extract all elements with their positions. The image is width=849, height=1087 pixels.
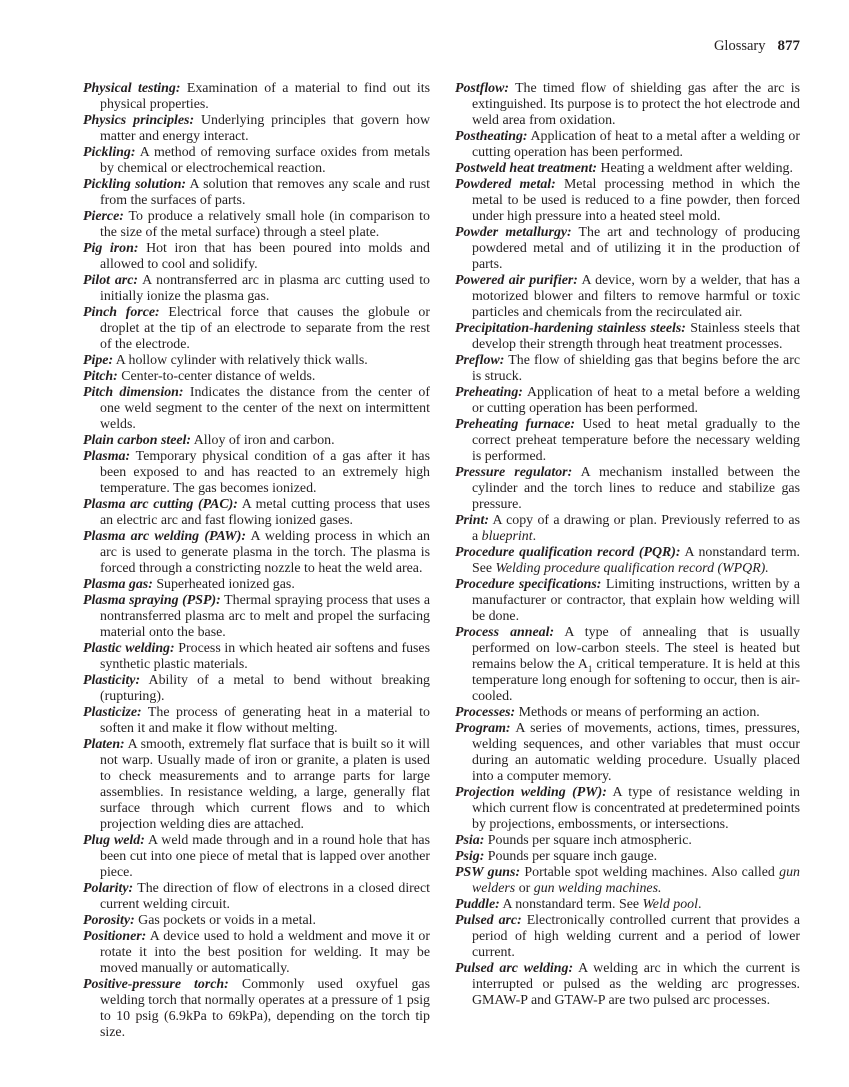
glossary-term: Plasticize: [83,705,142,720]
glossary-definition: The process of generating heat in a material to soften it and make it flow without melting. [100,705,430,736]
cross-reference: gun welding machines. [533,881,662,896]
cross-reference: gun welders [472,865,800,896]
glossary-entry [455,353,800,385]
glossary-definition: Heating a weldment after welding. [597,161,793,176]
glossary-entry [455,577,800,625]
glossary-entry [83,145,430,177]
glossary-entry [455,81,800,129]
glossary-entry [83,577,430,593]
glossary-entry [455,785,800,833]
glossary-definition: Pounds per square inch gauge. [484,849,658,864]
glossary-term: Process anneal: [455,625,555,640]
cross-reference: Welding procedure qualification record (WPQR). [495,561,769,576]
glossary-definition: A nonstandard term. See [472,545,800,576]
glossary-definition: Hot iron that has been poured into molds and allowed to cool and solidify. [100,241,430,272]
glossary-definition: A smooth, extremely flat surface that is built so it will not warp. Usually made of iron or granite, a platen is used to check measurements and to arrange parts for large assemblies. In resistance welding, a large, generally flat surface through which current flows and to which projection welding dies are attached. [100,737,430,832]
glossary-definition: To produce a relatively small hole (in comparison to the size of the metal surface) through a steel plate. [100,209,430,240]
glossary-definition: A series of movements, actions, times, pressures, welding sequences, and other variables that must occur during an automatic welding procedure. Usually placed into a computer memory. [472,721,800,784]
glossary-definition: Stainless steels that develop their strength through heat treatment processes. [472,321,800,352]
glossary-term: Procedure qualification record (PQR): [455,545,681,560]
glossary-definition: The art and technology of producing powdered metal and of utilizing it in the production of parts. [472,225,800,272]
glossary-entry [455,177,800,225]
glossary-definition: The flow of shielding gas that begins before the arc is struck. [472,353,800,384]
glossary-definition: Gas pockets or voids in a metal. [134,913,317,928]
glossary-entry [455,161,800,177]
glossary-definition: or [515,881,534,896]
glossary-entry [455,417,800,465]
glossary-entry [455,705,800,721]
glossary-entry [83,433,430,449]
glossary-definition: A metal cutting process that uses an electric arc and fast flowing ionized gases. [100,497,430,528]
glossary-term: Plasticity: [83,673,141,688]
glossary-entry [83,369,430,385]
glossary-entry [455,849,800,865]
glossary-entry [83,177,430,209]
glossary-definition: Electronically controlled current that provides a period of high welding current and a period of lower current. [472,913,800,960]
glossary-entry [83,81,430,113]
glossary-entry [455,833,800,849]
glossary-definition: A type of annealing that is usually performed on low-carbon steels. The steel is heated but remains below the A [472,625,800,672]
glossary-entry [83,881,430,913]
glossary-entry [83,209,430,241]
glossary-term: Psig: [455,849,485,864]
glossary-definition: Examination of a material to find out its physical properties. [100,81,430,112]
glossary-definition: The timed flow of shielding gas after the arc is extinguished. Its purpose is to protect the hot electrode and weld area from oxidation. [472,81,800,128]
glossary-entry [83,449,430,497]
glossary-term: Puddle: [455,897,500,912]
glossary-definition: Methods or means of performing an action. [515,705,760,720]
glossary-entry [455,961,800,1009]
glossary-term: Plain carbon steel: [83,433,192,448]
glossary-entry [455,625,800,705]
glossary-term: Print: [455,513,489,528]
left-column [83,81,430,1041]
glossary-definition: . [697,897,702,912]
glossary-entry [83,977,430,1041]
glossary-term: Preheating furnace: [455,417,576,432]
glossary-entry [455,545,800,577]
glossary-term: Physical testing: [83,81,181,96]
section-title: Glossary [713,38,766,54]
glossary-definition: Application of heat to a metal after a welding or cutting operation has been performed. [472,129,800,160]
glossary-entry [455,321,800,353]
glossary-definition: Commonly used oxyfuel gas welding torch that normally operates at a pressure of 1 psig to 10 psig (6.9kPa to 69kPa), depending on the torch tip size. [100,977,430,1040]
glossary-term: PSW guns: [455,865,521,880]
glossary-entry [455,913,800,961]
glossary-term: Positioner: [83,929,147,944]
glossary-entry [83,641,430,673]
glossary-definition: Superheated ionized gas. [152,577,295,592]
glossary-definition: A mechanism installed between the cylinder and the torch lines to reduce and stabilize gas pressure. [472,465,800,512]
glossary-term: Preflow: [455,353,505,368]
glossary-definition: Indicates the distance from the center of one weld segment to the center of the next on intermittent welds. [100,385,430,432]
glossary-term: Powdered metal: [455,177,556,192]
glossary-definition: Portable spot welding machines. Also called [520,865,780,880]
glossary-term: Pressure regulator: [455,465,573,480]
glossary-term: Postweld heat treatment: [455,161,597,176]
glossary-entry [83,385,430,433]
glossary-definition: Thermal spraying process that uses a nontransferred plasma arc to melt and propel the surfacing material onto the base. [100,593,430,640]
glossary-entry [83,113,430,145]
glossary-term: Pulsed arc: [455,913,522,928]
glossary-entry [83,593,430,641]
glossary-term: Processes: [455,705,516,720]
glossary-entry [455,129,800,161]
glossary-entry [455,385,800,417]
glossary-definition: The direction of flow of electrons in a closed direct current welding circuit. [100,881,430,912]
glossary-definition: A type of resistance welding in which current flow is concentrated at predetermined points by projections, embossments, or intersections. [472,785,800,832]
glossary-definition: A nontransferred arc in plasma arc cutting used to initially ionize the plasma gas. [100,273,430,304]
glossary-term: Postflow: [455,81,510,96]
glossary-term: Plastic welding: [83,641,175,656]
glossary-definition: Limiting instructions, written by a manufacturer or contractor, that explain how welding will be done. [472,577,800,624]
glossary-term: Powder metallurgy: [455,225,572,240]
glossary-definition: . [532,529,537,544]
glossary-entry [83,273,430,305]
glossary-term: Pierce: [83,209,124,224]
glossary-entry [83,929,430,977]
glossary-entry [455,225,800,273]
glossary-term: Projection welding (PW): [455,785,607,800]
glossary-term: Precipitation-hardening stainless steels: [455,321,686,336]
glossary-term: Plasma arc cutting (PAC): [83,497,238,512]
glossary-entry [83,305,430,353]
glossary-term: Plasma spraying (PSP): [83,593,221,608]
glossary-definition: Used to heat metal gradually to the correct preheat temperature before the necessary welding is performed. [472,417,800,464]
glossary-definition: A device, worn by a welder, that has a motorized blower and filters to remove harmful or toxic particles and chemicals from the recirculated air. [472,273,800,320]
glossary-entry [83,353,430,369]
glossary-definition: A copy of a drawing or plan. Previously referred to as a [472,513,800,544]
glossary-term: Powered air purifier: [455,273,578,288]
glossary-entry [455,513,800,545]
glossary-definition: Metal processing method in which the metal to be used is reduced to a fine powder, then forced under high pressure into a heated steel mold. [472,177,801,224]
glossary-definition: A nonstandard term. See [499,897,643,912]
right-column [455,81,800,1009]
glossary-definition: Process in which heated air softens and fuses synthetic plastic materials. [100,641,430,672]
glossary-term: Positive-pressure torch: [83,977,229,992]
glossary-definition: Underlying principles that govern how matter and energy interact. [100,113,430,144]
glossary-term: Pitch dimension: [83,385,184,400]
glossary-term: Procedure specifications: [455,577,602,592]
glossary-definition: A method of removing surface oxides from metals by chemical or electrochemical reaction. [100,145,430,176]
glossary-definition: A welding arc in which the current is interrupted or pulsed as the welding arc progresses. GMAW-P and GTAW-P are two pulsed arc processes. [472,961,800,1008]
glossary-entry [83,529,430,577]
glossary-definition: Ability of a metal to bend without breaking (rupturing). [100,673,430,704]
glossary-entry [83,673,430,705]
cross-reference: blueprint [481,529,533,544]
glossary-term: Pickling: [83,145,136,160]
glossary-term: Plasma arc welding (PAW): [83,529,247,544]
glossary-term: Plasma: [83,449,131,464]
glossary-definition: Alloy of iron and carbon. [191,433,335,448]
glossary-term: Platen: [83,737,125,752]
glossary-definition: Center-to-center distance of welds. [117,369,316,384]
glossary-entry [83,913,430,929]
glossary-definition: A device used to hold a weldment and move it or rotate it into the best position for welding. It may be moved manually or automatically. [100,929,430,976]
glossary-definition: Application of heat to a metal before a welding or cutting operation has been performed. [472,385,800,416]
glossary-term: Pulsed arc welding: [455,961,574,976]
glossary-entry [455,865,800,897]
glossary-definition: A weld made through and in a round hole that has been cut into one piece of metal that is lapped over another piece. [100,833,430,880]
glossary-term: Plasma gas: [83,577,153,592]
glossary-entry [83,497,430,529]
glossary-term: Preheating: [455,385,523,400]
glossary-entry [455,897,800,913]
glossary-entry [83,241,430,273]
glossary-entry [83,737,430,833]
glossary-term: Pinch force: [83,305,160,320]
glossary-definition: Pounds per square inch atmospheric. [484,833,692,848]
glossary-term: Program: [455,721,511,736]
glossary-definition: Temporary physical condition of a gas after it has been exposed to and has reacted to an extremely high temperature. The gas becomes ionized. [100,449,430,496]
cross-reference: Weld pool [642,897,698,912]
page-number: 877 [777,38,800,54]
glossary-term: Pig iron: [83,241,139,256]
glossary-definition: A welding process in which an arc is used to generate plasma in the torch. The plasma is forced through a constricting nozzle to heat the weld area. [100,529,430,576]
glossary-term: Pilot arc: [83,273,138,288]
glossary-entry [83,833,430,881]
glossary-definition: Electrical force that causes the globule or droplet at the tip of an electrode to separate from the rest of the electrode. [100,305,430,352]
glossary-definition: 1 [587,663,593,674]
glossary-entry [455,721,800,785]
glossary-definition: A hollow cylinder with relatively thick walls. [113,353,368,368]
glossary-term: Physics principles: [83,113,195,128]
glossary-term: Psia: [455,833,485,848]
glossary-entry [455,273,800,321]
glossary-term: Pipe: [83,353,114,368]
glossary-term: Postheating: [455,129,528,144]
glossary-definition: A solution that removes any scale and rust from the surfaces of parts. [100,177,430,208]
glossary-term: Porosity: [83,913,135,928]
glossary-term: Pitch: [83,369,118,384]
glossary-entry [455,465,800,513]
glossary-term: Plug weld: [83,833,145,848]
glossary-term: Polarity: [83,881,134,896]
running-header [714,38,800,55]
glossary-entry [83,705,430,737]
glossary-definition: critical temperature. It is held at this temperature long enough for softening to occur, then is air-cooled. [472,657,800,704]
glossary-term: Pickling solution: [83,177,187,192]
